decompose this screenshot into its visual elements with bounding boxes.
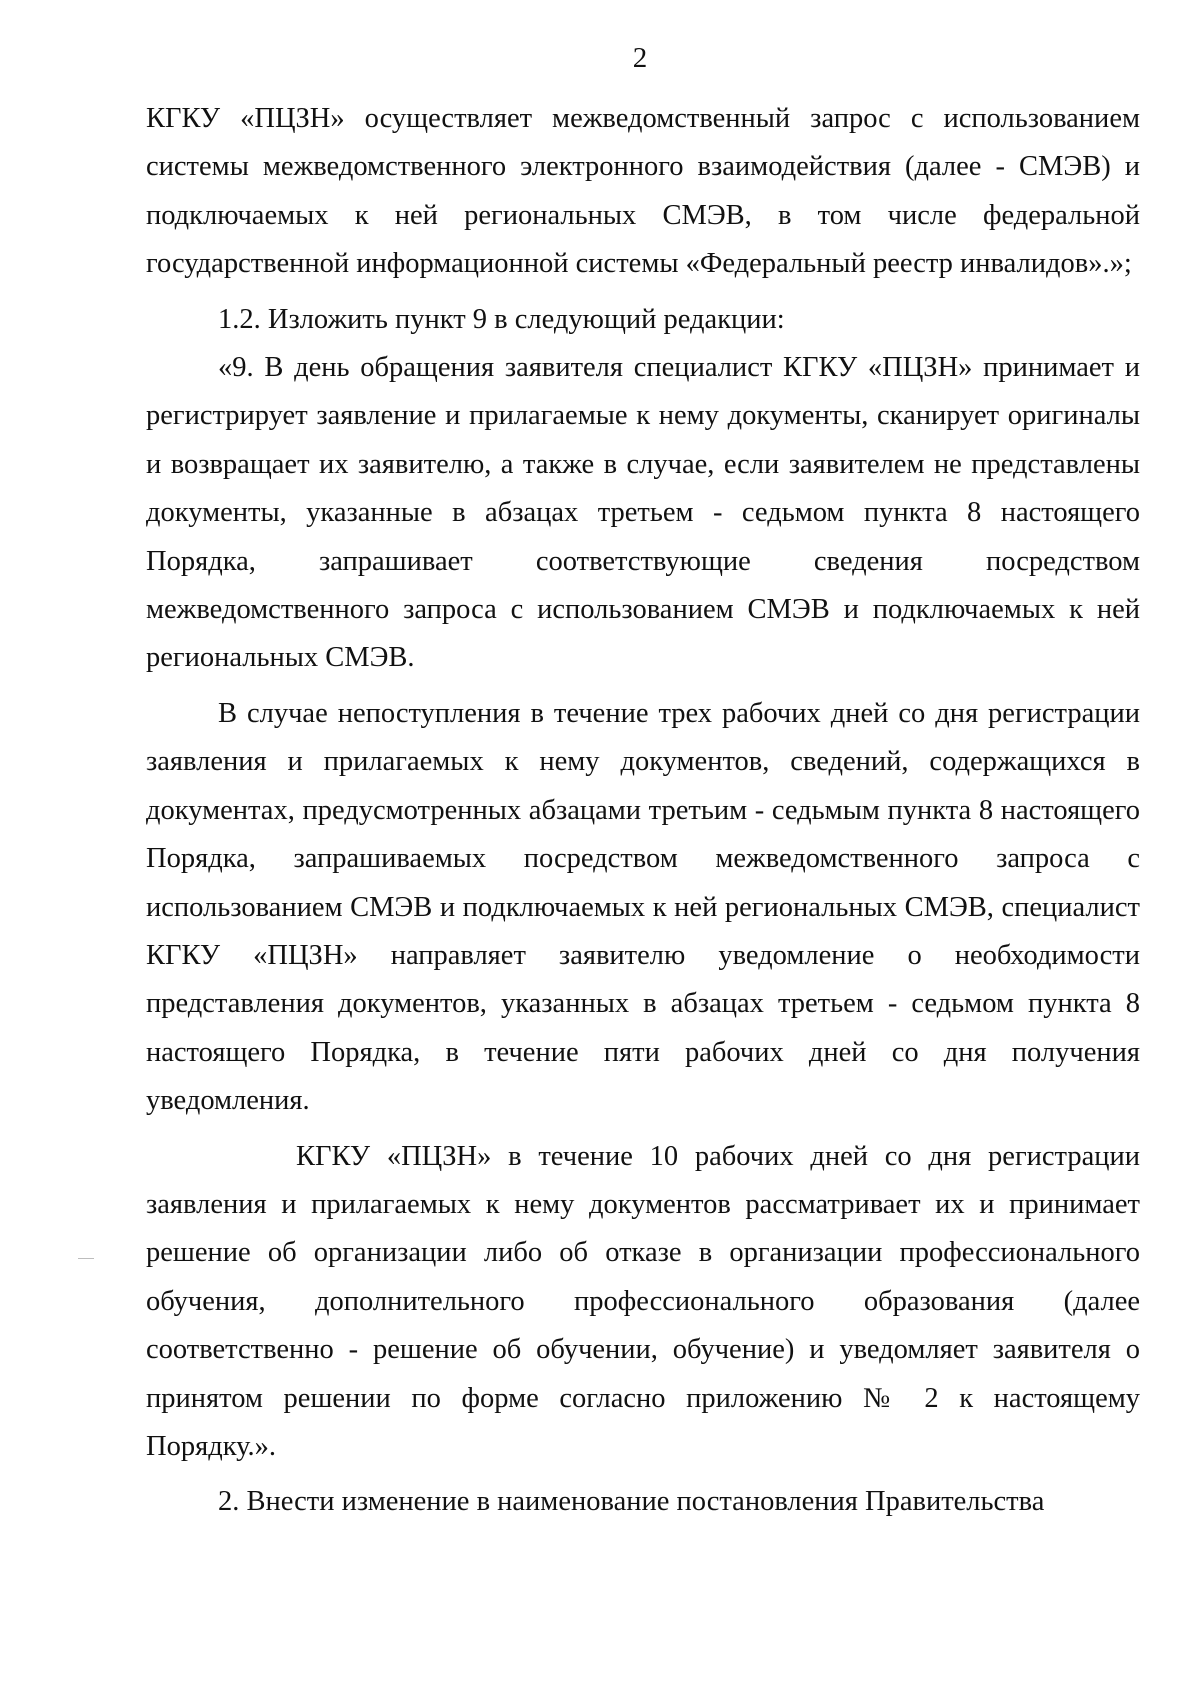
paragraph-item-1-2: 1.2. Изложить пункт 9 в следующий редакции: <box>218 303 785 335</box>
paragraph-decision: КГКУ «ПЦЗН» в течение 10 рабочих дней со дня регистрации заявления и прилагаемых к нему документов рассматривает их и принимает решение об организации либо об отказе в организации профессионального обучения, дополнительного профессионального образования (далее соответственно - решение об обучении, обучение) и уведомляет заявителя о принятом решении по форме согласно приложению № 2 к настоящему Порядку.». <box>146 1140 1140 1462</box>
paragraph-item-2: 2. Внести изменение в наименование постановления Правительства <box>218 1486 1045 1518</box>
page-number: 2 <box>632 42 648 74</box>
paragraph-point-9: «9. В день обращения заявителя специалист КГКУ «ПЦЗН» принимает и регистрирует заявление и прилагаемые к нему документы, сканирует оригиналы и возвращает их заявителю, а также в случае, если заявителем не представлены документы, указанные в абзацах третьем - седьмом пункта 8 настоящего Порядка, запрашивает соответствующие сведения посредством межведомственного запроса с использованием СМЭВ и подключаемых к ней региональных СМЭВ. <box>146 352 1140 674</box>
paragraph-continuation-smev-request: КГКУ «ПЦЗН» осуществляет межведомственный запрос с использованием системы межведомственного электронного взаимодействия (далее - СМЭВ) и подключаемых к ней региональных СМЭВ, в том числе федеральной государственной информационной системы «Федеральный реестр инвалидов».»; <box>146 103 1140 280</box>
paragraph-non-receipt: В случае непоступления в течение трех рабочих дней со дня регистрации заявления и прилагаемых к нему документов, сведений, содержащихся в документах, предусмотренных абзацами третьим - седьмым пункта 8 настоящего Порядка, запрашиваемых посредством межведомственного запроса с использованием СМЭВ и подключаемых к ней региональных СМЭВ, специалист КГКУ «ПЦЗН» направляет заявителю уведомление о необходимости представления документов, указанных в абзацах третьем - седьмом пункта 8 настоящего Порядка, в течение пяти рабочих дней со дня получения уведомления. <box>146 697 1140 1117</box>
scan-artifact <box>78 1258 94 1259</box>
document-body <box>146 95 1140 1527</box>
